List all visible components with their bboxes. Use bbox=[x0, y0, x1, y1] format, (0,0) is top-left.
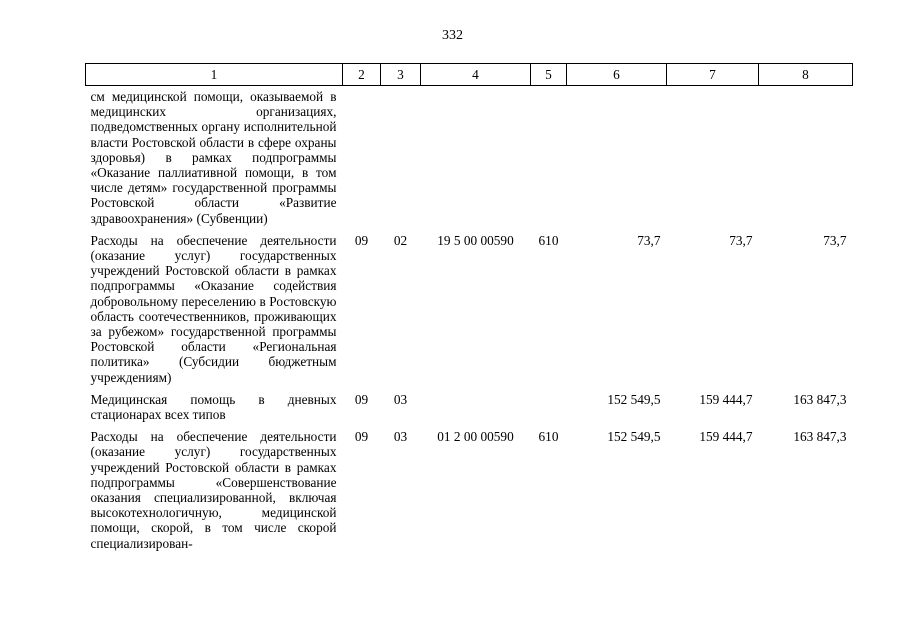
row-amount-year3: 163 847,3 bbox=[793, 429, 847, 445]
header-col-7: 7 bbox=[667, 64, 759, 86]
row-amount-year2 bbox=[667, 86, 759, 233]
row-section: 09 bbox=[354, 429, 369, 445]
row-amount-year3: 163 847,3 bbox=[793, 391, 847, 407]
row-section bbox=[343, 86, 381, 233]
row-target-article bbox=[421, 86, 531, 233]
row-subsection bbox=[381, 86, 421, 233]
header-col-5: 5 bbox=[531, 64, 567, 86]
budget-table bbox=[85, 63, 853, 558]
header-col-8: 8 bbox=[759, 64, 853, 86]
row-expense-type bbox=[531, 86, 567, 233]
row-target-article: 19 5 00 00590 bbox=[437, 232, 514, 248]
header-col-4: 4 bbox=[421, 64, 531, 86]
row-amount-year3: 73,7 bbox=[823, 232, 847, 248]
row-target-article: 01 2 00 00590 bbox=[437, 429, 514, 445]
row-expense-type bbox=[531, 392, 567, 429]
table-row bbox=[86, 392, 853, 429]
header-col-1: 1 bbox=[86, 64, 343, 86]
row-section: 09 bbox=[354, 391, 369, 407]
row-amount-year2: 159 444,7 bbox=[699, 391, 753, 407]
table-row bbox=[86, 86, 853, 233]
header-row bbox=[86, 64, 853, 86]
table-row bbox=[86, 429, 853, 558]
row-target-article bbox=[421, 392, 531, 429]
header-col-3: 3 bbox=[381, 64, 421, 86]
row-description: Расходы на обеспечение деятельности (оказание услуг) государственных учреждений Ростовской области в рамках подпрограммы «Совершенствование оказания специализированной, включая высокотехнологичную, медицинской помощи, скорой, в том числе скорой специализирован- bbox=[90, 429, 337, 551]
row-subsection: 02 bbox=[393, 232, 408, 248]
table-row bbox=[86, 233, 853, 392]
row-amount-year1: 152 549,5 bbox=[607, 391, 661, 407]
row-amount-year1: 73,7 bbox=[637, 232, 661, 248]
row-amount-year2: 159 444,7 bbox=[699, 429, 753, 445]
row-amount-year1 bbox=[567, 86, 667, 233]
row-amount-year3 bbox=[759, 86, 853, 233]
row-amount-year2: 73,7 bbox=[729, 232, 753, 248]
row-subsection: 03 bbox=[393, 429, 408, 445]
row-expense-type: 610 bbox=[538, 232, 559, 248]
page-number: 332 bbox=[442, 28, 463, 43]
row-description: см медицинской помощи, оказываемой в медицинских организациях, подведомственных органу исполнительной власти Ростовской области в сфере охраны здоровья) в рамках подпрограммы «Оказание паллиативной помощи, в том числе детям» государственной программы Ростовской области «Развитие здравоохранения» (Субвенции) bbox=[90, 89, 337, 226]
header-col-6: 6 bbox=[567, 64, 667, 86]
header-col-2: 2 bbox=[343, 64, 381, 86]
row-expense-type: 610 bbox=[538, 429, 559, 445]
row-description: Расходы на обеспечение деятельности (оказание услуг) государственных учреждений Ростовской области в рамках подпрограммы «Оказание содействия добровольному переселению в Ростовскую область соотечественников, проживающих за рубежом» государственной программы Ростовской области «Региональная политика» (Субсидии бюджетным учреждениям) bbox=[90, 232, 337, 385]
row-amount-year1: 152 549,5 bbox=[607, 429, 661, 445]
row-subsection: 03 bbox=[393, 391, 408, 407]
row-description: Медицинская помощь в дневных стационарах всех типов bbox=[90, 391, 337, 423]
row-section: 09 bbox=[354, 232, 369, 248]
